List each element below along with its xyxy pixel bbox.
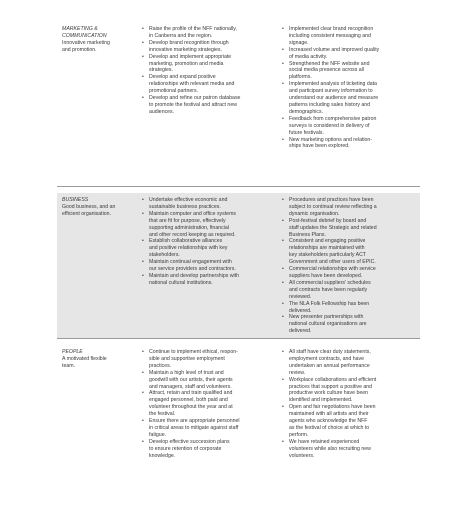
bullet-icon: • <box>282 314 284 321</box>
section-description: Innovative marketing and promotion. <box>62 39 110 53</box>
bullet-icon: • <box>142 238 144 245</box>
bullet-icon: • <box>142 210 144 217</box>
section-people <box>57 345 420 528</box>
outcomes-list <box>282 26 420 150</box>
bullet-icon: • <box>282 217 284 224</box>
list-item: • Maintain a high level of trust and goodwill with our artists, their agents and managers, staff and volunteers. <box>142 369 233 390</box>
list-item: • Strengthened the NFF website and social media presence across all platforms. <box>282 60 370 81</box>
outcomes-list <box>282 349 420 460</box>
list-item: • Commercial relationships with service suppliers have been developed. <box>282 266 376 279</box>
list-item: • Feedback from comprehensive patron surveys is considered in delivery of future festivals. <box>282 115 377 136</box>
section-title: MARKETING & COMMUNICATION <box>62 26 107 39</box>
strategies-list <box>142 26 282 116</box>
bullet-icon: • <box>142 39 144 46</box>
bullet-icon: • <box>142 74 144 81</box>
bullet-icon: • <box>282 279 284 286</box>
list-item: • Develop effective succession plans to ensure retention of corporate knowledge. <box>142 438 230 459</box>
strategy-table <box>57 22 420 528</box>
strategies-column <box>142 349 282 528</box>
list-item: • Develop and refine our patron database to promote the festival and attract new audiences. <box>142 95 241 115</box>
outcomes-column <box>282 349 420 528</box>
list-item: • Continue to implement ethical, respon- sible and supportive employment practices. <box>142 349 238 369</box>
list-item: • Maintain computer and office systems that are fit for purpose, effectively supporting administration, financial and other record keeping as required. <box>142 210 236 238</box>
goal-column <box>57 26 142 187</box>
list-item: • New marketing options and relation- ships have been explored. <box>282 136 373 150</box>
bullet-icon: • <box>282 136 284 143</box>
list-item: • Establish collaborative alliances and positive relationships with key stakeholders. <box>142 238 228 259</box>
section-title: BUSINESS <box>62 197 89 203</box>
bullet-icon: • <box>142 26 144 32</box>
section-description: Good business, and an efficient organisation. <box>62 203 116 217</box>
bullet-icon: • <box>142 390 144 397</box>
bullet-icon: • <box>282 238 284 245</box>
bullet-icon: • <box>282 81 284 88</box>
outcomes-column <box>282 26 420 187</box>
list-item: • Procedures and practices have been subject to continual review reflecting a dynamic organisation. <box>282 197 377 217</box>
bullet-icon: • <box>142 259 144 266</box>
list-item: • Increased volume and improved quality of media activity. <box>282 46 380 60</box>
list-item: • Post-festival debrief by board and staff updates the Strategic and related Business Plans. <box>282 217 377 238</box>
list-item: • Consistent and engaging positive relationships are maintained with key stakeholders particularly ACT Government and other users of EPIC. <box>282 238 376 266</box>
bullet-icon: • <box>142 438 144 445</box>
bullet-icon: • <box>282 46 284 53</box>
bullet-icon: • <box>282 404 284 411</box>
list-item: • Maintain continual engagement with our service providers and contractors. <box>142 259 236 273</box>
bullet-icon: • <box>282 60 284 67</box>
outcomes-list <box>282 197 420 335</box>
bullet-icon: • <box>282 197 284 203</box>
bullet-icon: • <box>142 418 144 425</box>
section-divider <box>57 338 420 339</box>
list-item: • We have retained experienced volunteers while also recruiting new volunteers. <box>282 438 371 459</box>
list-item: • Develop and implement appropriate marketing, promotion and media strategies. <box>142 53 232 74</box>
list-item: • Develop brand recognition through innovative marketing strategies. <box>142 39 229 53</box>
goal-column <box>57 197 142 339</box>
bullet-icon: • <box>142 349 144 355</box>
section-title: PEOPLE <box>62 349 83 355</box>
list-item: • Raise the profile of the NFF nationally, in Canberra and the region. <box>142 26 237 39</box>
bullet-icon: • <box>142 95 144 102</box>
bullet-icon: • <box>142 272 144 279</box>
strategies-list <box>142 197 282 287</box>
section-business <box>57 193 420 339</box>
list-item: • Develop and expand positive relationships with relevant media and promotional partners. <box>142 74 235 95</box>
bullet-icon: • <box>282 26 284 32</box>
bullet-icon: • <box>282 300 284 307</box>
strategies-list <box>142 349 282 460</box>
section-description: A motivated flexible team. <box>62 355 107 369</box>
list-item: • Ensure there are appropriate personnel in critical areas to mitigate against staff fatigue. <box>142 418 240 438</box>
list-item: • Workplace collaborations and efficient practices that support a positive and productive work culture have been identified and implemented. <box>282 376 377 404</box>
list-item: • Implemented analysis of ticketing data and participant survey information to understand our audience and measure patterns including sales history and demographics. <box>282 81 379 115</box>
bullet-icon: • <box>282 266 284 273</box>
bullet-icon: • <box>282 115 284 122</box>
list-item: • Open and fair negotiations have been maintained with all artists and their agents who acknowledge the NFF as the festival of choice at which to perform. <box>282 404 376 438</box>
list-item: • New presenter partnerships with national cultural organisations are delivered. <box>282 314 367 335</box>
list-item: • Undertake effective economic and sustainable business practices. <box>142 197 228 210</box>
section-divider <box>57 186 420 187</box>
list-item: • Implemented clear brand recognition including consistent messaging and signage. <box>282 26 374 46</box>
goal-column <box>57 349 142 528</box>
section-marketing <box>57 22 420 187</box>
strategies-column <box>142 197 282 339</box>
list-item: • Maintain and develop partnerships with national cultural institutions. <box>142 272 239 286</box>
outcomes-column <box>282 197 420 339</box>
bullet-icon: • <box>142 53 144 60</box>
list-item: • All commercial suppliers' schedules and contracts have been regularly reviewed. <box>282 279 371 300</box>
list-item: • The NLA Folk Fellowship has been delivered. <box>282 300 370 314</box>
bullet-icon: • <box>142 369 144 376</box>
bullet-icon: • <box>282 349 284 355</box>
list-item: • Attract, retain and train qualified and engaged personnel, both paid and volunteer throughout the year and at the festival. <box>142 390 233 418</box>
list-item: • All staff have clear duty statements, employment contracts, and have undertaken an annual performance review. <box>282 349 371 376</box>
bullet-icon: • <box>282 438 284 445</box>
bullet-icon: • <box>142 197 144 203</box>
bullet-icon: • <box>282 376 284 383</box>
strategies-column <box>142 26 282 187</box>
